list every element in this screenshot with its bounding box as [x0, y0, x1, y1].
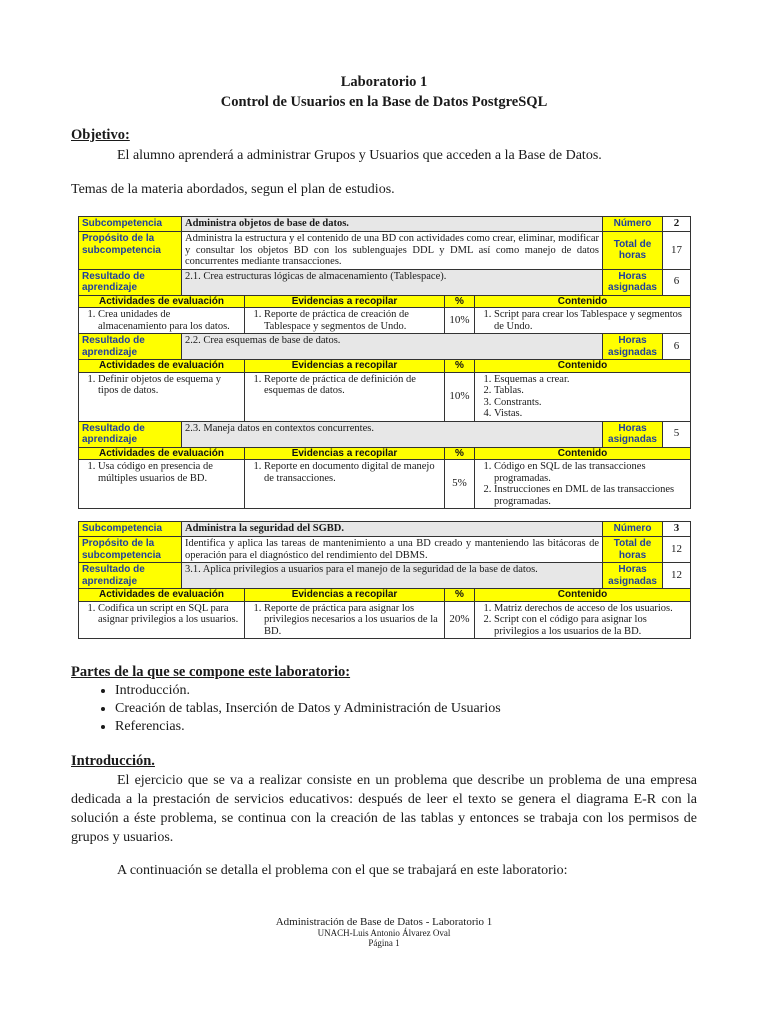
contenido-header: Contenido: [475, 295, 691, 308]
horas-asignadas-label: Horas asignadas: [603, 563, 663, 589]
list-item: 2. Instrucciones en DML de las transacciones programadas.: [494, 484, 687, 507]
actividades-header: Actividades de evaluación: [79, 360, 245, 373]
page-footer: [0, 916, 768, 948]
list-item: 1. Usa código en presencia de múltiples usuarios de BD.: [98, 461, 241, 484]
list-item: 2. Script con el código para asignar los privilegios a los usuarios de la BD.: [494, 614, 687, 637]
partes-list: [93, 682, 501, 736]
evidencias-header: Evidencias a recopilar: [245, 589, 445, 602]
evidencias-header: Evidencias a recopilar: [245, 447, 445, 460]
actividades-cell: [79, 601, 245, 639]
title-line-1: Laboratorio 1: [340, 74, 428, 90]
total-horas-label: Total de horas: [603, 537, 663, 563]
resultado-value: 3.1. Aplica privilegios a usuarios para el manejo de la seguridad de la base de datos.: [182, 563, 603, 589]
resultado-value: 2.3. Maneja datos en contextos concurrentes.: [182, 421, 603, 447]
resultado-value: 2.2. Crea esquemas de base de datos.: [182, 334, 603, 360]
pct-cell: 10%: [445, 372, 475, 421]
contenido-cell: [475, 460, 691, 509]
contenido-header: Contenido: [475, 589, 691, 602]
list-item: 2. Tablas.: [494, 385, 687, 397]
evidencias-cell: [245, 460, 445, 509]
introduccion-continuation: A continuación se detalla el problema con el que se trabajará en este laboratorio:: [117, 863, 568, 878]
list-item: 1. Reporte de práctica de definición de esquemas de datos.: [264, 374, 441, 397]
total-horas-value: 17: [663, 232, 691, 270]
list-item: 1. Reporte de práctica de creación de Tablespace y segmentos de Undo.: [264, 309, 441, 332]
numero-label: Número: [603, 522, 663, 537]
numero-value: 3: [663, 522, 691, 537]
evidencias-cell: [245, 601, 445, 639]
contenido-cell: [475, 308, 691, 334]
temas-text: Temas de la materia abordados, segun el plan de estudios.: [71, 182, 395, 197]
title-line-2: Control de Usuarios en la Base de Datos PostgreSQL: [220, 94, 548, 110]
list-item: • Creación de tablas, Inserción de Datos y Administración de Usuarios: [115, 700, 501, 718]
actividades-cell: [79, 460, 245, 509]
pct-header: %: [445, 589, 475, 602]
list-item: • Introducción.: [115, 682, 501, 700]
document-title: [0, 72, 768, 112]
list-item: 3. Constrants.: [494, 397, 687, 409]
objetivo-text: El alumno aprenderá a administrar Grupos y Usuarios que acceden a la Base de Datos.: [117, 148, 602, 163]
footer-line-1: Administración de Base de Datos - Laboratorio 1: [275, 916, 493, 928]
numero-value: 2: [663, 217, 691, 232]
actividades-cell: [79, 308, 245, 334]
resultado-label: Resultado de aprendizaje: [79, 421, 182, 447]
objetivo-heading: Objetivo:: [71, 127, 130, 143]
footer-line-2: UNACH-Luis Antonio Álvarez Oval: [317, 928, 451, 938]
contenido-header: Contenido: [475, 360, 691, 373]
list-item: 1. Reporte de práctica para asignar los privilegios necesarios a los usuarios de la BD.: [264, 603, 441, 638]
pct-header: %: [445, 295, 475, 308]
contenido-cell: [475, 372, 691, 421]
pct-cell: 10%: [445, 308, 475, 334]
horas-asignadas-value: 5: [663, 421, 691, 447]
horas-asignadas-label: Horas asignadas: [603, 269, 663, 295]
list-item: 1. Reporte en documento digital de manejo de transacciones.: [264, 461, 441, 484]
evidencias-cell: [245, 372, 445, 421]
list-item: 1. Matriz derechos de acceso de los usuarios.: [494, 603, 687, 615]
list-item: 1. Crea unidades de almacenamiento para los datos.: [98, 309, 241, 332]
subcompetencia-label: Subcompetencia: [79, 522, 182, 537]
horas-asignadas-label: Horas asignadas: [603, 334, 663, 360]
introduccion-text: El ejercicio que se va a realizar consiste en un problema que describe un problema de una empresa dedicada a la prestación de servicios educativos: después de leer el texto se genera el diagrama E-R con la solución a éste problema, se continua con la creación de las tablas y entonces se trabaja con los permisos de grupos y usuarios.: [71, 773, 697, 845]
list-item: 4. Vistas.: [494, 408, 687, 420]
proposito-value: Administra la estructura y el contenido de una BD con actividades como crear, eliminar, modificar y consultar los objetos BD con los sublenguajes DDL y DML así como manejo de datos concurrentes mediante transacciones.: [182, 232, 603, 270]
total-horas-value: 12: [663, 537, 691, 563]
resultado-value: 2.1. Crea estructuras lógicas de almacenamiento (Tablespace).: [182, 269, 603, 295]
list-item: • Referencias.: [115, 718, 501, 736]
evidencias-header: Evidencias a recopilar: [245, 295, 445, 308]
evidencias-header: Evidencias a recopilar: [245, 360, 445, 373]
actividades-cell: [79, 372, 245, 421]
partes-heading: Partes de la que se compone este laboratorio:: [71, 664, 351, 680]
pct-header: %: [445, 360, 475, 373]
list-item: 1. Codifica un script en SQL para asignar privilegios a los usuarios.: [98, 603, 241, 626]
subcompetencia-label: Subcompetencia: [79, 217, 182, 232]
competency-table-2: [78, 521, 691, 639]
proposito-label: Propósito de la subcompetencia: [79, 537, 182, 563]
actividades-header: Actividades de evaluación: [79, 447, 245, 460]
actividades-header: Actividades de evaluación: [79, 589, 245, 602]
pct-header: %: [445, 447, 475, 460]
evidencias-cell: [245, 308, 445, 334]
competency-table-1: [78, 216, 691, 509]
resultado-label: Resultado de aprendizaje: [79, 563, 182, 589]
subcompetencia-value: Administra objetos de base de datos.: [182, 217, 603, 232]
resultado-label: Resultado de aprendizaje: [79, 269, 182, 295]
contenido-header: Contenido: [475, 447, 691, 460]
horas-asignadas-value: 12: [663, 563, 691, 589]
proposito-label: Propósito de la subcompetencia: [79, 232, 182, 270]
horas-asignadas-value: 6: [663, 334, 691, 360]
list-item: 1. Esquemas a crear.: [494, 374, 687, 386]
total-horas-label: Total de horas: [603, 232, 663, 270]
numero-label: Número: [603, 217, 663, 232]
resultado-label: Resultado de aprendizaje: [79, 334, 182, 360]
horas-asignadas-value: 6: [663, 269, 691, 295]
actividades-header: Actividades de evaluación: [79, 295, 245, 308]
list-item: 1. Código en SQL de las transacciones programadas.: [494, 461, 687, 484]
subcompetencia-value: Administra la seguridad del SGBD.: [182, 522, 603, 537]
contenido-cell: [475, 601, 691, 639]
horas-asignadas-label: Horas asignadas: [603, 421, 663, 447]
list-item: 1. Script para crear los Tablespace y segmentos de Undo.: [494, 309, 687, 332]
list-item: 1. Definir objetos de esquema y tipos de datos.: [98, 374, 241, 397]
introduccion-heading: Introducción.: [71, 753, 155, 769]
footer-line-3: Página 1: [368, 938, 400, 948]
pct-cell: 5%: [445, 460, 475, 509]
pct-cell: 20%: [445, 601, 475, 639]
proposito-value: Identifica y aplica las tareas de mantenimiento a una BD creado y manteniendo las bitácoras de operación para el diagnóstico del rendimiento del DBMS.: [182, 537, 603, 563]
